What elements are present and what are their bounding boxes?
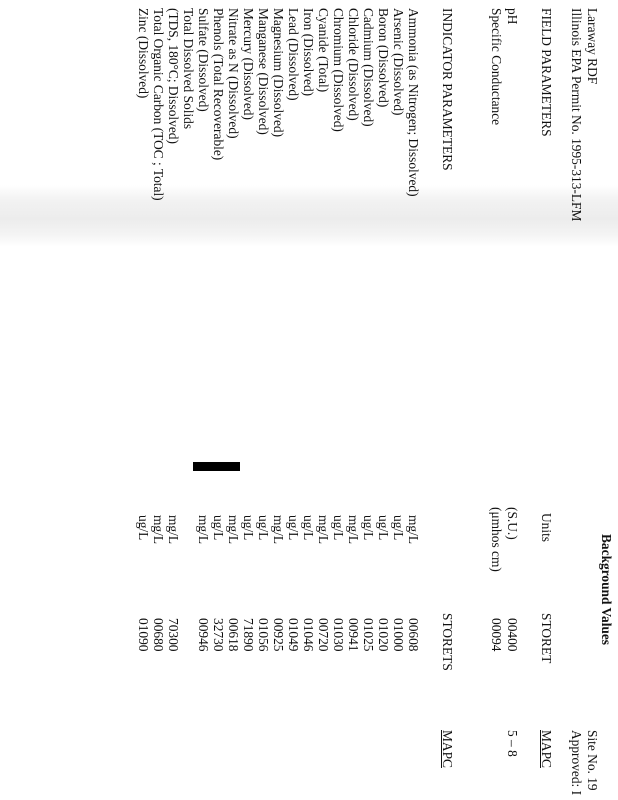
mapc-heading: MAPC	[539, 730, 554, 768]
indicator-row-storet: 00618	[226, 618, 241, 652]
indicator-row-name: Cadmium (Dissolved)	[361, 8, 376, 127]
indicator-row-storet: 00941	[346, 618, 361, 652]
indicator-row-storet: 00720	[316, 618, 331, 652]
indicator-row-name: Sulfate (Dissolved)	[196, 8, 211, 112]
indicator-row-units: mg/L	[316, 515, 331, 545]
field-row-storet: 00400	[505, 618, 520, 652]
indicator-row-storet: 00608	[406, 618, 421, 652]
permit-number: Illinois EPA Permit No. 1995-313-LFM	[569, 8, 584, 222]
field-row-storet: 00094	[489, 618, 504, 652]
page-title: Background Values	[599, 534, 614, 646]
indicator-row-units: ug/L	[136, 515, 151, 541]
indicator-row-units: ug/L	[286, 515, 301, 541]
indicator-row-units: ug/L	[331, 515, 346, 541]
indicator-row-storet: 01030	[331, 618, 346, 652]
indicator-row-name: Mercury (Dissolved)	[241, 8, 256, 120]
indicator-row-name: Magnesium (Dissolved)	[271, 8, 286, 138]
field-row-units: (S.U.)	[505, 507, 520, 540]
field-parameters-heading: FIELD PARAMETERS	[539, 8, 554, 137]
indicator-row-units: mg/L	[226, 515, 241, 545]
redaction-mark	[193, 462, 240, 471]
indicator-row-name: Lead (Dissolved)	[286, 8, 301, 101]
facility-name: Laraway RDF	[585, 8, 600, 85]
indicator-row-storet: 01056	[256, 618, 271, 652]
indicator-row-storet: 01090	[136, 618, 151, 652]
mapc-heading-2: MAPC	[440, 730, 455, 768]
indicator-row-units: mg/L	[346, 515, 361, 545]
indicator-row-units: mg/L	[196, 515, 211, 545]
indicator-row-storet: 00925	[271, 618, 286, 652]
indicator-row-name: Zinc (Dissolved)	[136, 8, 151, 99]
indicator-row-units: mg/L	[151, 515, 166, 545]
field-row-name: Specific Conductance	[489, 8, 504, 126]
storet-heading: STORET	[539, 613, 554, 664]
field-row-units: (μmhos cm)	[489, 507, 504, 572]
storets-heading: STORETS	[440, 613, 455, 671]
indicator-row-name: Arsenic (Dissolved)	[391, 8, 406, 116]
indicator-row-name: Cyanide (Total)	[316, 8, 331, 93]
indicator-row-name: Phenols (Total Recoverable)	[211, 8, 226, 161]
units-heading: Units	[539, 513, 554, 543]
indicator-row-units: mg/L	[166, 515, 181, 545]
indicator-row-units: ug/L	[211, 515, 226, 541]
indicator-row-storet: 01049	[286, 618, 301, 652]
indicator-row-units: mg/L	[271, 515, 286, 545]
indicator-row-name: Ammonia (as Nitrogen; Dissolved)	[406, 8, 421, 197]
approval: Approved: I	[569, 730, 584, 796]
indicator-row-storet: 00680	[151, 618, 166, 652]
indicator-row-units: ug/L	[256, 515, 271, 541]
indicator-row-name: Total Dissolved Solids	[181, 8, 196, 130]
indicator-row-name: Chromium (Dissolved)	[331, 8, 346, 132]
indicator-row-units: ug/L	[376, 515, 391, 541]
indicator-row-storet: 01025	[361, 618, 376, 652]
indicator-parameters-heading: INDICATOR PARAMETERS	[440, 8, 455, 171]
indicator-row-storet: 00946	[196, 618, 211, 652]
field-row-mapc: 5 – 8	[505, 730, 520, 757]
indicator-row-units: ug/L	[301, 515, 316, 541]
indicator-row-name: Iron (Dissolved)	[301, 8, 316, 97]
indicator-row-units: ug/L	[391, 515, 406, 541]
indicator-row-storet: 01046	[301, 618, 316, 652]
indicator-row-storet: 01020	[376, 618, 391, 652]
indicator-row-storet: 32730	[211, 618, 226, 652]
field-row-name: pH	[505, 8, 520, 25]
indicator-row-units: ug/L	[241, 515, 256, 541]
indicator-row-name: (TDS, 180°C; Dissolved)	[166, 8, 181, 144]
indicator-row-units: mg/L	[406, 515, 421, 545]
indicator-row-storet: 70300	[166, 618, 181, 652]
indicator-row-storet: 01000	[391, 618, 406, 652]
indicator-row-storet: 71890	[241, 618, 256, 652]
indicator-row-units: ug/L	[361, 515, 376, 541]
indicator-row-name: Boron (Dissolved)	[376, 8, 391, 108]
indicator-row-name: Nitrate as N (Dissolved)	[226, 8, 241, 139]
indicator-row-name: Manganese (Dissolved)	[256, 8, 271, 135]
site-number: Site No. 19	[585, 730, 600, 791]
indicator-row-name: Total Organic Carbon (TOC ; Total)	[151, 8, 166, 201]
indicator-row-name: Chloride (Dissolved)	[346, 8, 361, 121]
